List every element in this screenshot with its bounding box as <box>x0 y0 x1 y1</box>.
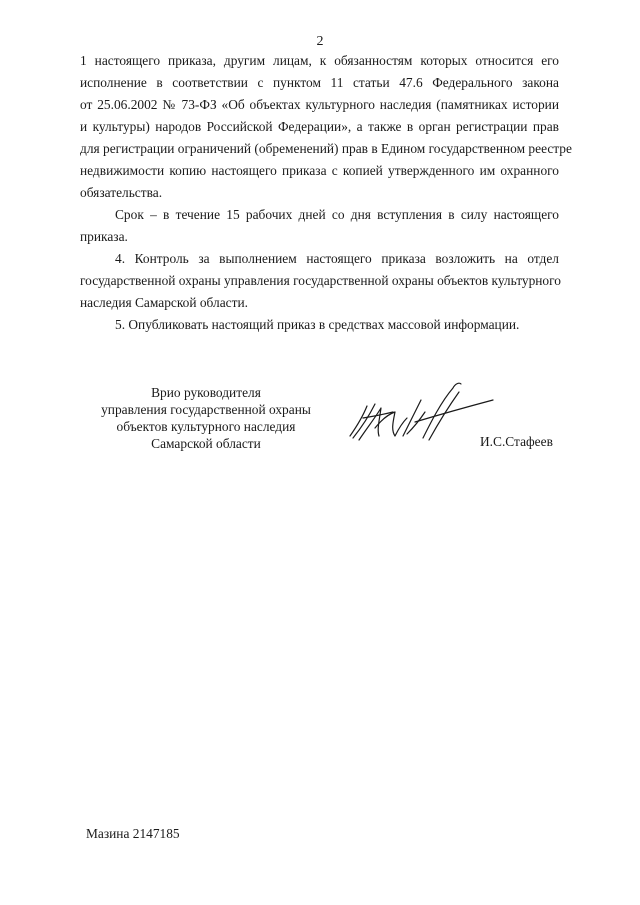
body-line-10: 4. Контроль за выполнением настоящего приказа возложить на отдел <box>115 251 559 266</box>
page-number: 2 <box>316 34 324 49</box>
body-line-13: 5. Опубликовать настоящий приказ в средствах массовой информации. <box>115 317 520 332</box>
body-line-2: исполнение в соответствии с пунктом 11 статьи 47.6 Федерального закона <box>80 75 559 90</box>
signatory-title <box>86 384 326 452</box>
body-line-4: и культуры) народов Российской Федерации», а также в орган регистрации прав <box>80 119 559 134</box>
body-line-8: Срок – в течение 15 рабочих дней со дня вступления в силу настоящего <box>115 207 559 222</box>
body-line-3: от 25.06.2002 № 73-ФЗ «Об объектах культурного наследия (памятниках истории <box>80 97 559 112</box>
signatory-title-line-4: Самарской области <box>151 436 261 451</box>
signatory-title-line-3: объектов культурного наследия <box>116 419 296 434</box>
signatory-title-line-2: управления государственной охраны <box>101 402 311 417</box>
body-line-6: недвижимости копию настоящего приказа с копией утвержденного им охранного <box>80 163 559 178</box>
signer-name: И.С.Стафеев <box>480 434 553 449</box>
signatory-title-line-1: Врио руководителя <box>151 385 261 400</box>
body-line-5: для регистрации ограничений (обременений) прав в Едином государственном реестре <box>80 141 572 156</box>
executor-note: Мазина 2147185 <box>86 826 180 841</box>
body-line-9: приказа. <box>80 229 128 244</box>
body-line-11: государственной охраны управления государственной охраны объектов культурного <box>80 273 561 288</box>
body-line-7: обязательства. <box>80 185 163 200</box>
body-line-12: наследия Самарской области. <box>80 295 248 310</box>
body-line-1: 1 настоящего приказа, другим лицам, к обязанностям которых относится его <box>80 53 559 68</box>
handwritten-signature <box>345 378 495 448</box>
